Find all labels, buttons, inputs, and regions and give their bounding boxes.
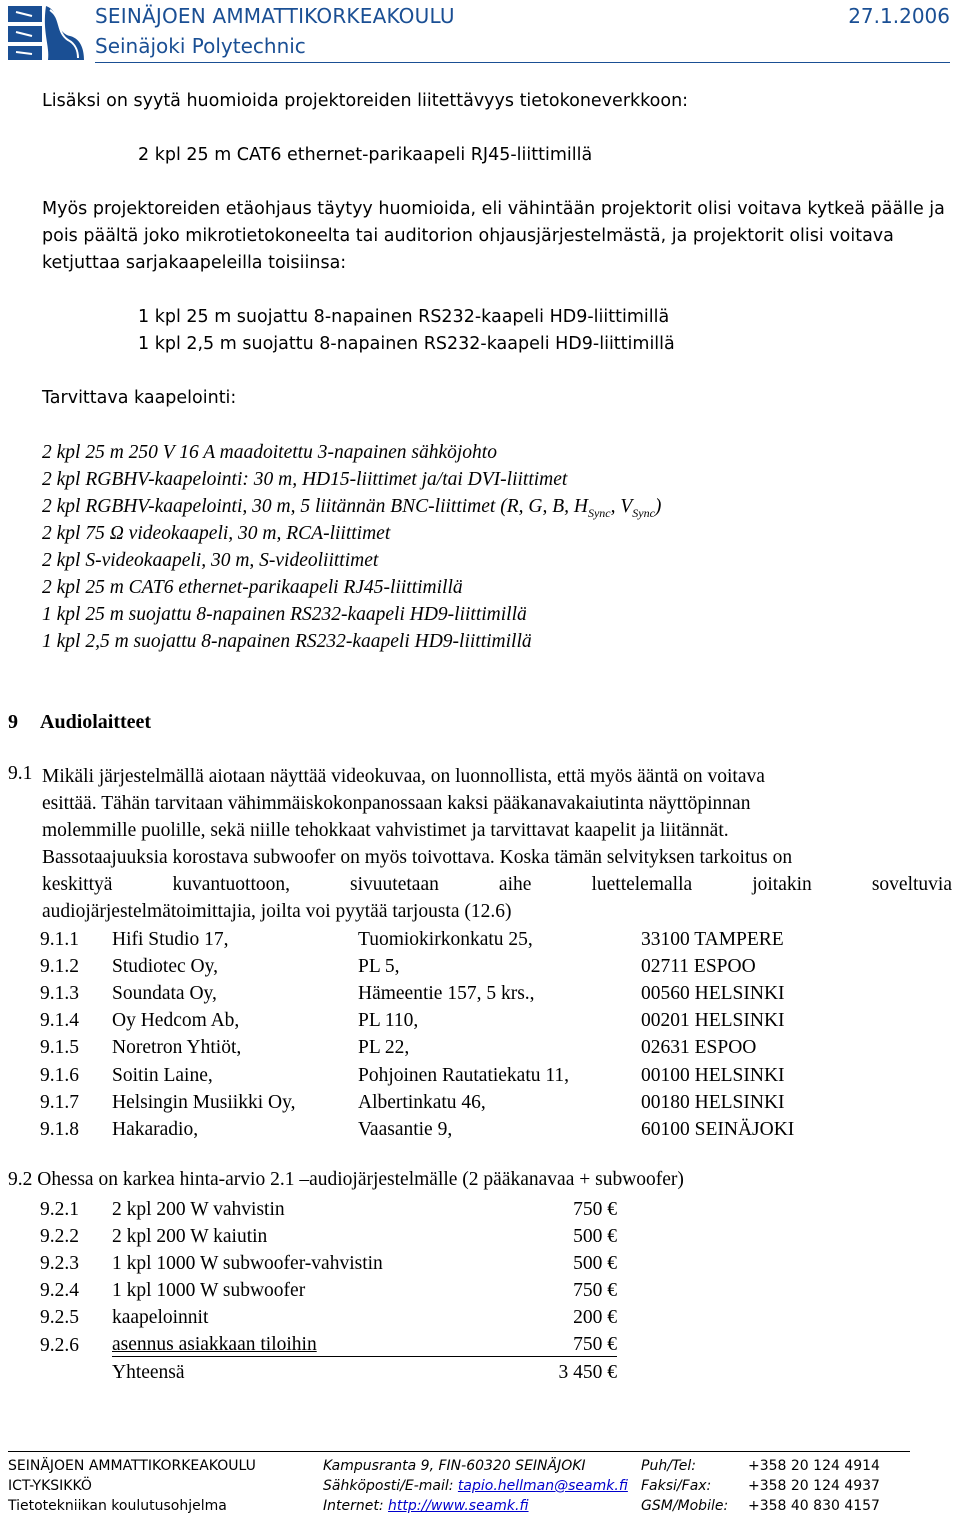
table-row bbox=[40, 1035, 794, 1062]
footer-address: Kampusranta 9, FIN-60320 SEINÄJOKI bbox=[323, 1458, 586, 1474]
header-subtitle: Seinäjoki Polytechnic bbox=[95, 34, 306, 58]
vendor-num: 9.1.6 bbox=[40, 1064, 79, 1086]
cabling-heading: Tarvittava kaapelointi: bbox=[42, 388, 237, 408]
cost-item: asennus asiakkaan tiloihin bbox=[112, 1334, 317, 1356]
subsection-9-1-line: keskittyä kuvantuottoon, sivuutetaan aihe luettelemalla joitakin soveltuvia bbox=[42, 874, 952, 895]
table-row bbox=[40, 1196, 617, 1223]
vendor-address: Pohjoinen Rautatiekatu 11, bbox=[358, 1064, 570, 1086]
vendor-city: 02711 ESPOO bbox=[641, 955, 756, 977]
vendor-city: 00100 HELSINKI bbox=[641, 1064, 785, 1086]
vendor-address: PL 22, bbox=[358, 1037, 410, 1059]
subsection-9-1-line: audiojärjestelmätoimittajia, joilta voi pyytää tarjousta (12.6) bbox=[42, 901, 512, 922]
table-row bbox=[40, 1332, 617, 1359]
table-row bbox=[40, 1008, 794, 1035]
vendor-num: 9.1.3 bbox=[40, 982, 79, 1004]
vendor-city: 00201 HELSINKI bbox=[641, 1010, 785, 1032]
vendor-name: Soitin Laine, bbox=[112, 1064, 213, 1086]
cost-item: kaapeloinnit bbox=[112, 1307, 209, 1329]
table-row bbox=[40, 1223, 617, 1250]
footer-phone: +358 40 830 4157 bbox=[748, 1498, 880, 1514]
vendor-address: Vaasantie 9, bbox=[358, 1118, 453, 1140]
bnc-sync-subscript: Sync bbox=[587, 505, 611, 520]
vendor-address: Tuomiokirkonkatu 25, bbox=[358, 928, 533, 950]
vendor-name: Helsingin Musiikki Oy, bbox=[112, 1091, 296, 1113]
cabling-list-item: 1 kpl 2,5 m suojattu 8-napainen RS232-kaapeli HD9-liittimillä bbox=[42, 631, 532, 652]
vendor-city: 00560 HELSINKI bbox=[641, 982, 785, 1004]
table-row bbox=[40, 1116, 794, 1143]
vendor-table bbox=[40, 926, 794, 1144]
footer-phone-labels bbox=[641, 1456, 728, 1514]
subsection-9-1-line: Mikäli järjestelmällä aiotaan näyttää videokuvaa, on luonnollista, että myös ääntä on voitava bbox=[42, 766, 765, 787]
footer-web-label: Internet: bbox=[323, 1498, 384, 1514]
header-date: 27.1.2006 bbox=[848, 4, 950, 28]
vendor-num: 9.1.5 bbox=[40, 1037, 79, 1059]
intro-paragraph-2: Myös projektoreiden etäohjaus täytyy huomioida, eli vähintään projektorit olisi voitava kytkeä päälle ja pois päältä joko mikrotietokoneelta tai auditorion ohjausjärjestelmästä, ja projektorit olisi voitava ketjuttaa sarjakaapeleilla toisiinsa: bbox=[42, 199, 945, 273]
cost-item: 2 kpl 200 W kaiutin bbox=[112, 1225, 268, 1247]
vendor-city: 00180 HELSINKI bbox=[641, 1091, 785, 1113]
footer-phones bbox=[748, 1456, 880, 1514]
footer-org-line: Tietotekniikan koulutusohjelma bbox=[8, 1498, 227, 1514]
section-number: 9 bbox=[8, 711, 18, 733]
bnc-suffix: ) bbox=[654, 496, 662, 517]
subsection-9-1-line: Bassotaajuuksia korostava subwoofer on myös toivottava. Koska tämän selvityksen tarkoitus on bbox=[42, 847, 793, 868]
footer-phone: +358 20 124 4914 bbox=[748, 1458, 880, 1474]
footer-web-row bbox=[323, 1496, 628, 1514]
footer-phone-label: Faksi/Fax: bbox=[641, 1478, 712, 1494]
total-label: Yhteensä bbox=[112, 1361, 185, 1383]
cost-item: 1 kpl 1000 W subwoofer bbox=[112, 1280, 306, 1302]
intro-paragraph-1: Lisäksi on syytä huomioida projektoreiden liitettävyys tietokoneverkkoon: bbox=[42, 91, 689, 111]
bnc-mid: , V bbox=[610, 496, 633, 517]
vendor-num: 9.1.1 bbox=[40, 928, 79, 950]
vendor-name: Studiotec Oy, bbox=[112, 955, 218, 977]
table-row bbox=[40, 1089, 794, 1116]
vendor-name: Soundata Oy, bbox=[112, 982, 217, 1004]
school-logo bbox=[4, 2, 88, 64]
cabling-list-item: 1 kpl 25 m suojattu 8-napainen RS232-kaapeli HD9-liittimillä bbox=[42, 604, 527, 625]
cost-item: 1 kpl 1000 W subwoofer-vahvistin bbox=[112, 1252, 383, 1274]
bnc-prefix: 2 kpl RGBHV-kaapelointi, 30 m, 5 liitännän BNC-liittimet (R, G, B, H bbox=[42, 496, 588, 517]
table-row bbox=[40, 1250, 617, 1277]
footer-phone: +358 20 124 4937 bbox=[748, 1478, 880, 1494]
vendor-num: 9.1.8 bbox=[40, 1118, 79, 1140]
cost-num: 9.2.1 bbox=[40, 1198, 79, 1220]
footer-email-link[interactable]: tapio.hellman@seamk.fi bbox=[457, 1478, 628, 1494]
table-row bbox=[40, 926, 794, 953]
section-heading bbox=[8, 711, 151, 734]
cabling-list-item: 2 kpl S-videokaapeli, 30 m, S-videoliittimet bbox=[42, 550, 379, 571]
intro-list-item: 1 kpl 2,5 m suojattu 8-napainen RS232-kaapeli HD9-liittimillä bbox=[138, 334, 675, 354]
subsection-9-1-number: 9.1 bbox=[8, 763, 33, 784]
vendor-city: 02631 ESPOO bbox=[641, 1037, 757, 1059]
cost-item-underlined bbox=[112, 1332, 617, 1359]
cost-price: 750 € bbox=[573, 1198, 617, 1220]
subsection-9-2-heading: 9.2 Ohessa on karkea hinta-arvio 2.1 –audiojärjestelmälle (2 pääkanavaa + subwoofer) bbox=[8, 1169, 684, 1190]
table-row bbox=[40, 1062, 794, 1089]
footer-email-label: Sähköposti/E-mail: bbox=[323, 1478, 454, 1494]
footer-org bbox=[8, 1456, 256, 1514]
cost-num: 9.2.4 bbox=[40, 1280, 79, 1302]
cost-table bbox=[40, 1196, 617, 1386]
vendor-num: 9.1.7 bbox=[40, 1091, 79, 1113]
header-org-name: SEINÄJOEN AMMATTIKORKEAKOULU bbox=[95, 4, 455, 28]
cabling-list-item: 2 kpl 25 m 250 V 16 A maadoitettu 3-napainen sähköjohto bbox=[42, 442, 497, 463]
table-row bbox=[40, 980, 794, 1007]
footer-email-row bbox=[323, 1476, 628, 1496]
cost-num: 9.2.6 bbox=[40, 1334, 79, 1356]
cabling-list-item: 2 kpl RGBHV-kaapelointi: 30 m, HD15-liittimet ja/tai DVI-liittimet bbox=[42, 469, 568, 490]
vendor-address: PL 5, bbox=[358, 955, 400, 977]
section-title: Audiolaitteet bbox=[40, 711, 152, 733]
footer-org-line: SEINÄJOEN AMMATTIKORKEAKOULU bbox=[8, 1458, 256, 1474]
intro-list-item: 2 kpl 25 m CAT6 ethernet-parikaapeli RJ45-liittimillä bbox=[138, 145, 593, 165]
vendor-name: Noretron Yhtiöt, bbox=[112, 1037, 242, 1059]
intro-list-item: 1 kpl 25 m suojattu 8-napainen RS232-kaapeli HD9-liittimillä bbox=[138, 307, 670, 327]
total-row bbox=[40, 1359, 617, 1386]
vendor-address: Hämeentie 157, 5 krs., bbox=[358, 982, 535, 1004]
table-row bbox=[40, 1278, 617, 1305]
cost-price: 750 € bbox=[573, 1334, 617, 1356]
cost-num: 9.2.5 bbox=[40, 1307, 79, 1329]
vendor-num: 9.1.2 bbox=[40, 955, 79, 977]
vendor-address: PL 110, bbox=[358, 1010, 419, 1032]
header-divider bbox=[95, 62, 950, 63]
footer-phone-label: GSM/Mobile: bbox=[641, 1498, 729, 1514]
subsection-9-1-line: esittää. Tähän tarvitaan vähimmäiskokonpanossaan kaksi pääkanavakaiutinta näyttöpinnan bbox=[42, 793, 751, 814]
vendor-city: 60100 SEINÄJOKI bbox=[641, 1118, 795, 1140]
vendor-name: Hifi Studio 17, bbox=[112, 928, 229, 950]
cost-price: 750 € bbox=[573, 1280, 617, 1302]
vendor-num: 9.1.4 bbox=[40, 1010, 79, 1032]
cost-num: 9.2.2 bbox=[40, 1225, 79, 1247]
cost-price: 500 € bbox=[573, 1225, 617, 1247]
table-row bbox=[40, 953, 794, 980]
footer-contact bbox=[323, 1456, 628, 1514]
cost-price: 500 € bbox=[573, 1252, 617, 1274]
vendor-address: Albertinkatu 46, bbox=[358, 1091, 486, 1113]
cost-num: 9.2.3 bbox=[40, 1252, 79, 1274]
table-row bbox=[40, 1305, 617, 1332]
vendor-name: Oy Hedcom Ab, bbox=[112, 1010, 240, 1032]
cabling-list-item: 2 kpl 25 m CAT6 ethernet-parikaapeli RJ45-liittimillä bbox=[42, 577, 463, 598]
subsection-9-1-line: molemmille puolille, sekä niille tehokkaat vahvistimet ja tarvittavat kaapelit ja liitännät. bbox=[42, 820, 729, 841]
footer-org-line: ICT-YKSIKKÖ bbox=[8, 1478, 92, 1494]
cost-price: 200 € bbox=[573, 1307, 617, 1329]
footer-phone-label: Puh/Tel: bbox=[641, 1458, 696, 1474]
cabling-list-item: 2 kpl 75 Ω videokaapeli, 30 m, RCA-liittimet bbox=[42, 523, 391, 544]
total-value: 3 450 € bbox=[558, 1361, 617, 1383]
bnc-sync-subscript: Sync bbox=[632, 505, 655, 520]
footer-web-link[interactable]: http://www.seamk.fi bbox=[388, 1498, 529, 1514]
vendor-name: Hakaradio, bbox=[112, 1118, 199, 1140]
footer-divider bbox=[8, 1451, 910, 1452]
vendor-city: 33100 TAMPERE bbox=[641, 928, 784, 950]
cost-item: 2 kpl 200 W vahvistin bbox=[112, 1198, 285, 1220]
